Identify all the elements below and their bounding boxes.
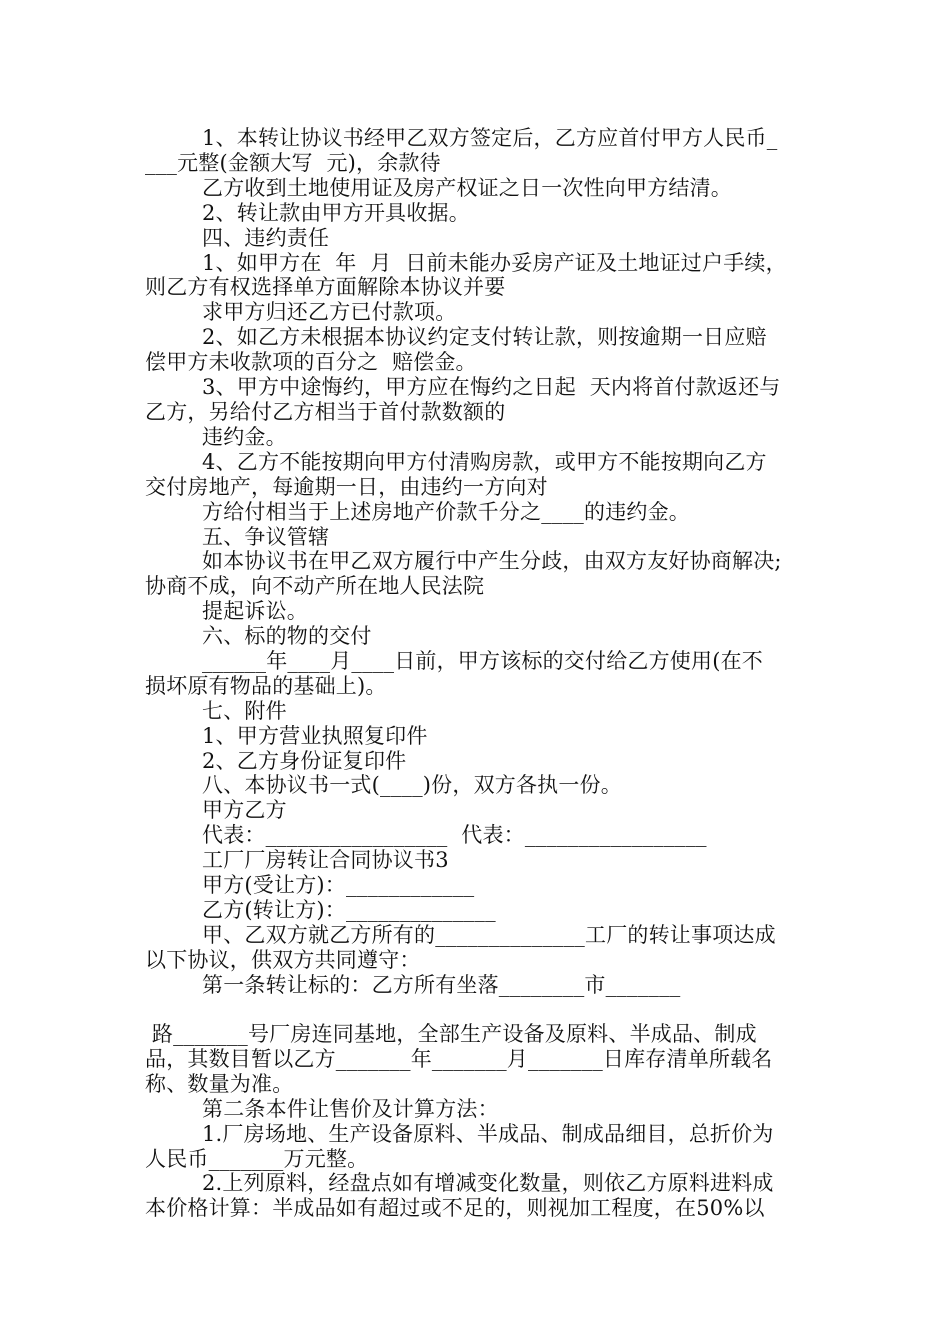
section-heading: 五、争议管辖: [202, 525, 330, 549]
text-line: 3、甲方中途悔约，甲方应在悔约之日起 天内将首付款返还与: [202, 375, 781, 399]
section-heading: 六、标的物的交付: [202, 624, 372, 648]
text-line: 1、本转让协议书经甲乙双方签定后，乙方应首付甲方人民币_: [202, 126, 778, 150]
section-heading: 七、附件: [202, 699, 287, 723]
text-line: 交付房地产，每逾期一日，由违约一方向对: [145, 475, 548, 499]
text-line: 损坏原有物品的基础上)。: [145, 674, 387, 698]
text-line: ___元整(金额大写 元)，余款待: [145, 151, 441, 175]
text-line: 甲、乙双方就乙方所有的______________工厂的转让事项达成: [202, 923, 776, 947]
text-line: 本价格计算：半成品如有超过或不足的，则视加工程度，在50%以: [145, 1196, 765, 1220]
text-line: 路_______号厂房连同基地，全部生产设备及原料、半成品、制成: [145, 1022, 757, 1046]
text-line: 甲方(受让方)：____________: [202, 873, 475, 897]
text-line: 偿甲方未收款项的百分之 赔偿金。: [145, 350, 477, 374]
text-line: ______年____月____日前，甲方该标的交付给乙方使用(在不: [202, 649, 763, 673]
text-line: 则乙方有权选择单方面解除本协议并要: [145, 275, 506, 299]
text-line: 人民币_______万元整。: [145, 1147, 369, 1171]
text-line: 乙方收到土地使用证及房产权证之日一次性向甲方结清。: [202, 176, 732, 200]
document-title: 工厂厂房转让合同协议书3: [202, 848, 449, 872]
text-line: 品，其数目暂以乙方_______年_______月_______日库存清单所载名: [145, 1047, 773, 1071]
text-line: 方给付相当于上述房地产价款千分之____的违约金。: [202, 500, 690, 524]
text-line: 2、如乙方未根据本协议约定支付转让款，则按逾期一日应赔: [202, 325, 767, 349]
text-line: 1、如甲方在 年 月 日前未能办妥房产证及土地证过户手续，: [202, 251, 787, 275]
text-line: 以下协议，供双方共同遵守：: [145, 948, 421, 972]
text-line: 称、数量为准。: [145, 1072, 294, 1096]
section-heading: 四、违约责任: [202, 226, 330, 250]
text-line: 求甲方归还乙方已付款项。: [202, 300, 457, 324]
text-line: 违约金。: [202, 425, 287, 449]
text-line: 2、乙方身份证复印件: [202, 749, 407, 773]
text-line: 乙方，另给付乙方相当于首付款数额的: [145, 400, 506, 424]
text-line: 1.厂房场地、生产设备原料、半成品、制成品细目，总折价为: [202, 1122, 774, 1146]
text-line: 八、本协议书一式(____)份，双方各执一份。: [202, 773, 622, 797]
text-line: 甲方乙方: [202, 798, 287, 822]
text-line: 如本协议书在甲乙双方履行中产生分歧，由双方友好协商解决;: [202, 549, 782, 573]
signature-line: 代表：_________________ 代表：_________________: [202, 823, 707, 847]
text-line: 提起诉讼。: [202, 599, 308, 623]
text-line: 乙方(转让方)：______________: [202, 898, 496, 922]
text-line: 2.上列原料，经盘点如有增减变化数量，则依乙方原料进料成: [202, 1171, 774, 1195]
text-line: 2、转让款由甲方开具收据。: [202, 201, 470, 225]
text-line: 第二条本件让售价及计算方法：: [202, 1097, 499, 1121]
text-line: 4、乙方不能按期向甲方付清购房款，或甲方不能按期向乙方: [202, 450, 767, 474]
text-line: 第一条转让标的：乙方所有坐落________市_______: [202, 973, 681, 997]
text-line: 协商不成，向不动产所在地人民法院: [145, 574, 485, 598]
text-line: 1、甲方营业执照复印件: [202, 724, 428, 748]
